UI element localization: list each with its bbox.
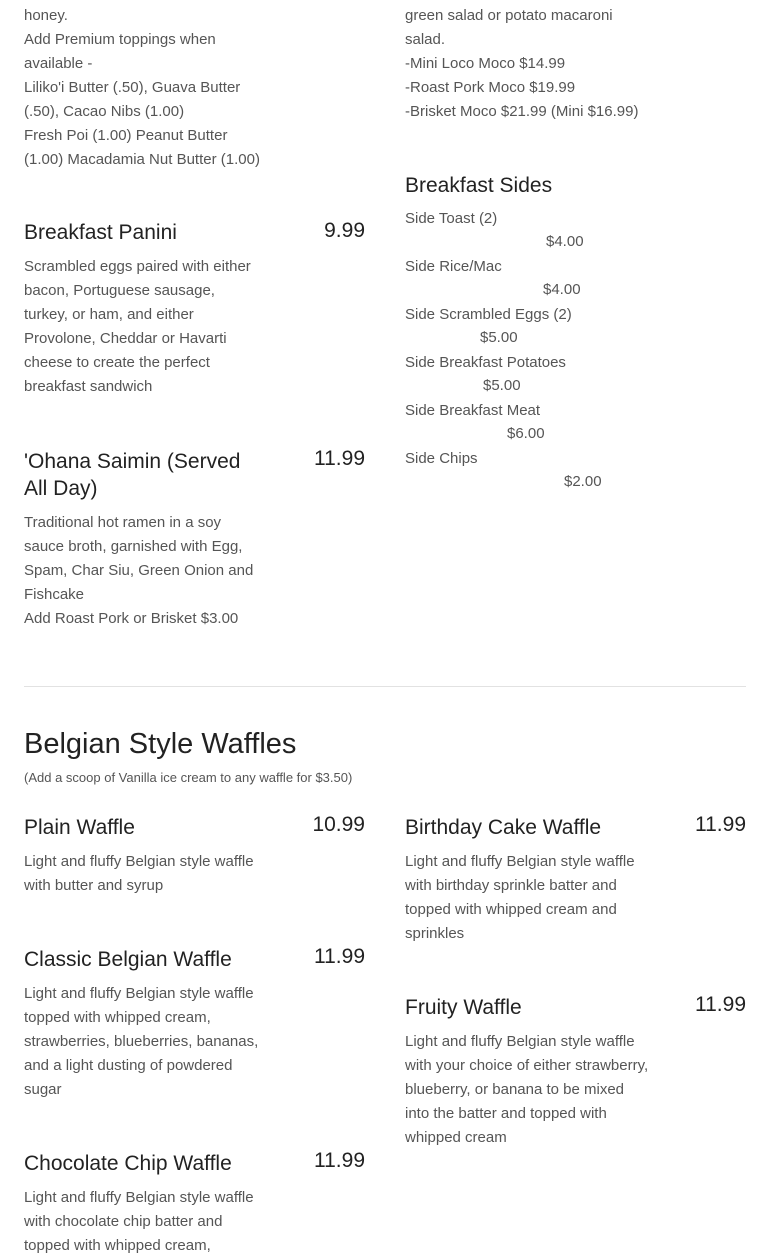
breakfast-panini-price: 9.99 (324, 219, 365, 242)
classic-belgian-waffle-title: Classic Belgian Waffle (24, 948, 232, 971)
side-toast-label: Side Toast (2) (405, 210, 498, 227)
birthday-cake-waffle-price: 11.99 (695, 813, 746, 836)
fruity-waffle-title: Fruity Waffle (405, 996, 522, 1019)
plain-waffle-description: Light and fluffy Belgian style waffle with butter and syrup (24, 853, 254, 894)
breakfast-sides-title: Breakfast Sides (405, 174, 553, 197)
side-breakfast-potatoes-label: Side Breakfast Potatoes (405, 354, 566, 371)
side-breakfast-potatoes-price: $5.00 (483, 377, 521, 394)
classic-belgian-waffle-price: 11.99 (314, 945, 365, 968)
chocolate-chip-waffle-price: 11.99 (314, 1149, 365, 1172)
ohana-saimin-description: Traditional hot ramen in a soy sauce broth, garnished with Egg, Spam, Char Siu, Green Onion and Fishcake Add Roast Pork or Brisket $3.00 (24, 514, 254, 627)
side-rice-mac-price: $4.00 (543, 281, 581, 298)
chocolate-chip-waffle-title: Chocolate Chip Waffle (24, 1152, 232, 1175)
plain-waffle-title: Plain Waffle (24, 816, 135, 839)
side-scrambled-eggs-label: Side Scrambled Eggs (2) (405, 306, 572, 323)
classic-belgian-waffle-description: Light and fluffy Belgian style waffle topped with whipped cream, strawberries, blueberries, bananas, and a light dusting of powdered sugar (24, 985, 259, 1098)
loco-moco-description: green salad or potato macaroni salad. -Mini Loco Moco $14.99 -Roast Pork Moco $19.99 -Brisket Moco $21.99 (Mini $16.99) (405, 7, 639, 120)
side-chips-price: $2.00 (564, 473, 602, 490)
ohana-saimin-title: 'Ohana Saimin (Served All Day) (24, 450, 241, 500)
waffles-section-title: Belgian Style Waffles (24, 728, 297, 760)
ohana-saimin-price: 11.99 (314, 447, 365, 470)
breakfast-panini-description: Scrambled eggs paired with either bacon, Portuguese sausage, turkey, or ham, and either Provolone, Cheddar or Havarti cheese to create the perfect breakfast sandwich (24, 258, 251, 395)
side-breakfast-meat-price: $6.00 (507, 425, 545, 442)
fruity-waffle-description: Light and fluffy Belgian style waffle with your choice of either strawberry, blueberry, or banana to be mixed into the batter and topped with whipped cream (405, 1033, 649, 1146)
birthday-cake-waffle-description: Light and fluffy Belgian style waffle with birthday sprinkle batter and topped with whipped cream and sprinkles (405, 853, 635, 942)
chocolate-chip-waffle-description: Light and fluffy Belgian style waffle with chocolate chip batter and topped with whipped cream, (24, 1189, 254, 1254)
side-scrambled-eggs-price: $5.00 (480, 329, 518, 346)
side-toast-price: $4.00 (546, 233, 584, 250)
fruity-waffle-price: 11.99 (695, 993, 746, 1016)
section-divider (24, 686, 746, 687)
side-breakfast-meat-label: Side Breakfast Meat (405, 402, 541, 419)
side-chips-label: Side Chips (405, 450, 478, 467)
birthday-cake-waffle-title: Birthday Cake Waffle (405, 816, 602, 839)
plain-waffle-price: 10.99 (312, 813, 365, 836)
breakfast-panini-title: Breakfast Panini (24, 221, 177, 244)
premium-toppings-description: honey. Add Premium toppings when available - Liliko'i Butter (.50), Guava Butter (.50), Cacao Nibs (1.00) Fresh Poi (1.00) Peanut Butter (1.00) Macadamia Nut Butter (1.00) (24, 7, 260, 168)
side-rice-mac-label: Side Rice/Mac (405, 258, 502, 275)
waffles-section-note: (Add a scoop of Vanilla ice cream to any waffle for $3.50) (24, 770, 353, 785)
